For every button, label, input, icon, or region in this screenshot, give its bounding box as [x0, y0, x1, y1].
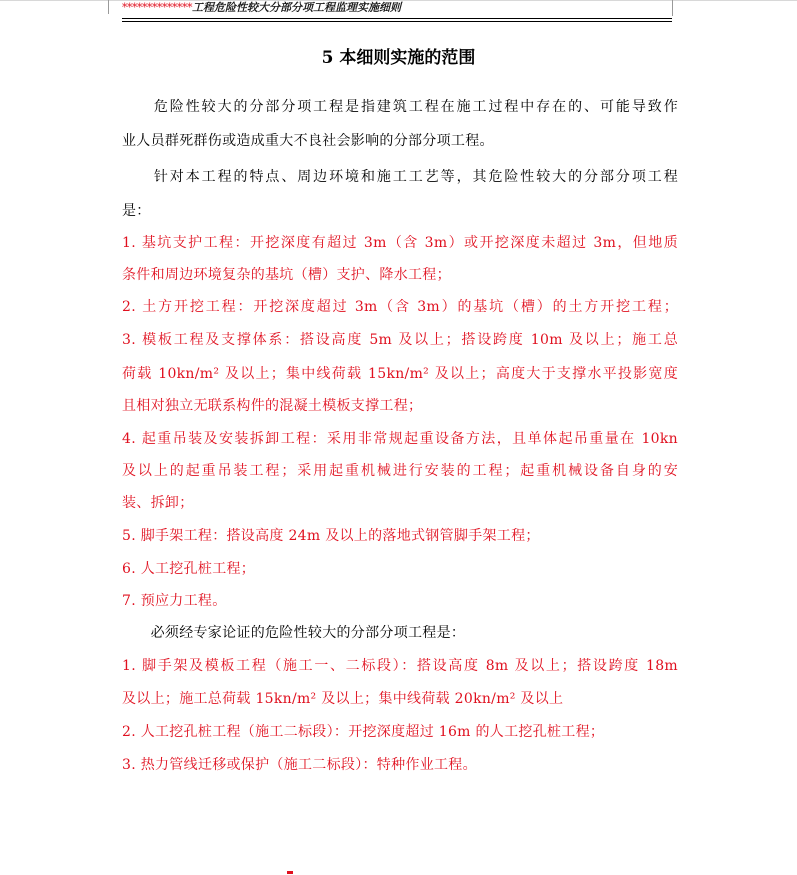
- expert-intro: 必须经专家论证的危险性较大的分部分项工程是：: [122, 625, 466, 641]
- item-1-line-2: 条件和周边环境复杂的基坑（槽）支护、降水工程；: [122, 267, 451, 283]
- page-header: [122, 0, 672, 19]
- header-title: 工程危险性较大分部分项工程监理实施细则: [192, 1, 401, 14]
- bottom-red-mark: [287, 871, 293, 874]
- item-4-line-3: 装、拆卸；: [122, 495, 194, 511]
- expert-item-1-line-1: 1. 脚手架及模板工程（施工一、二标段）：搭设高度 8m 及以上；搭设跨度 18m: [122, 658, 678, 674]
- item-3-line-3: 且相对独立无联系构件的混凝土模板支撑工程；: [122, 398, 423, 414]
- item-6-line-1: 6. 人工挖孔桩工程；: [122, 561, 256, 577]
- item-3-line-2: 荷载 10kn/m² 及以上；集中线荷载 15kn/m² 及以上；高度大于支撑水平投影宽度: [122, 366, 678, 382]
- item-5-line-1: 5. 脚手架工程：搭设高度 24m 及以上的落地式钢管脚手架工程；: [122, 528, 540, 544]
- item-4-line-1: 4. 起重吊装及安装拆卸工程：采用非常规起重设备方法，且单体起吊重量在 10kn: [122, 431, 678, 447]
- header-rule: [122, 21, 672, 22]
- item-7-line-1: 7. 预应力工程。: [122, 593, 227, 609]
- intro-line-2: 业人员群死群伤或造成重大不良社会影响的分部分项工程。: [122, 133, 494, 149]
- item-3-line-1: 3. 模板工程及支撑体系：搭设高度 5m 及以上；搭设跨度 10m 及以上；施工总: [122, 332, 678, 348]
- item-2-line-1: 2. 土方开挖工程：开挖深度超过 3m（含 3m）的基坑（槽）的土方开挖工程；: [122, 299, 678, 315]
- item-1-line-1: 1. 基坑支护工程：开挖深度有超过 3m（含 3m）或开挖深度未超过 3m，但地质: [122, 235, 678, 251]
- crop-mark-right: [672, 0, 673, 16]
- header-stars: **************: [122, 1, 192, 14]
- crop-mark-left: [108, 0, 109, 14]
- section-title: 5 本细则实施的范围: [321, 48, 476, 68]
- intro-line-1: 危险性较大的分部分项工程是指建筑工程在施工过程中存在的、可能导致作: [122, 99, 678, 115]
- expert-item-1-line-2: 及以上；施工总荷载 15kn/m² 及以上；集中线荷载 20kn/m² 及以上: [122, 691, 564, 707]
- expert-item-3-line-1: 3. 热力管线迁移或保护（施工二标段）：特种作业工程。: [122, 757, 477, 773]
- intro-line-3: 针对本工程的特点、周边环境和施工工艺等，其危险性较大的分部分项工程: [122, 169, 678, 185]
- intro-line-4: 是：: [122, 203, 151, 219]
- item-4-line-2: 及以上的起重吊装工程；采用起重机械进行安装的工程；起重机械设备自身的安: [122, 463, 678, 479]
- expert-item-2-line-1: 2. 人工挖孔桩工程（施工二标段）：开挖深度超过 16m 的人工挖孔桩工程；: [122, 724, 605, 740]
